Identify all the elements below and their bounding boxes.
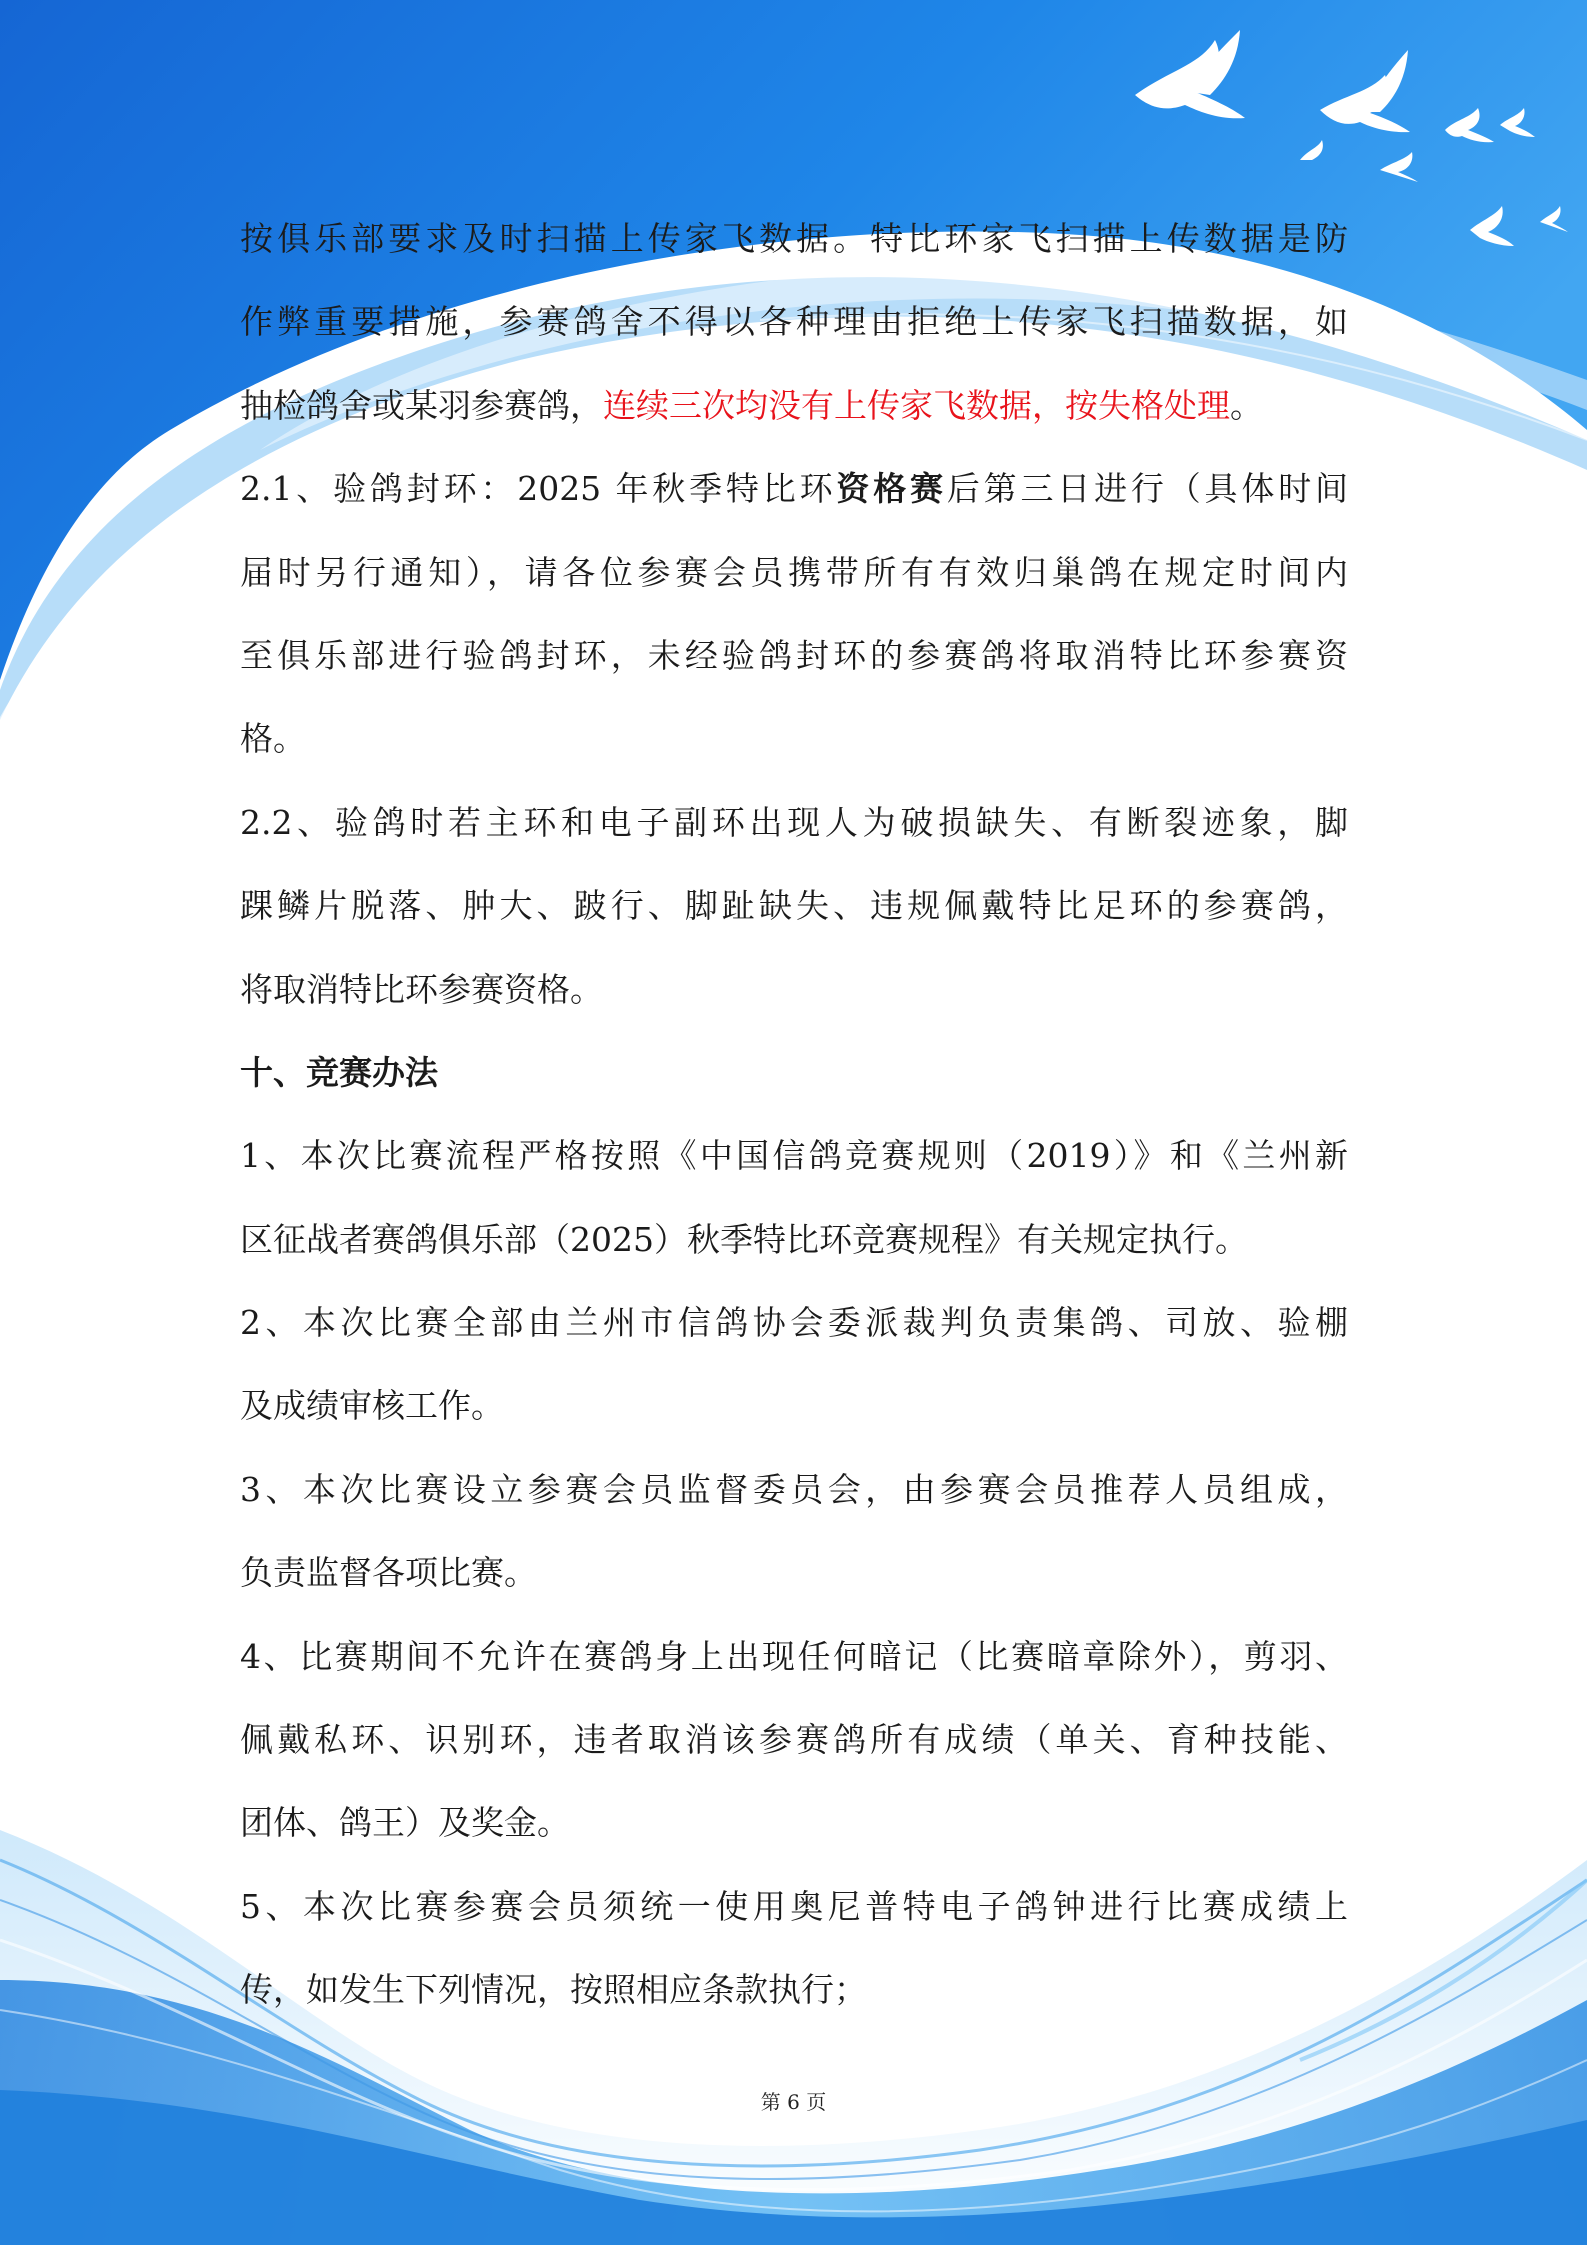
- paragraph-line: [240, 447, 1348, 530]
- bold-text: 资格赛: [836, 469, 947, 509]
- paragraph-line: 按俱乐部要求及时扫描上传家飞数据。特比环家飞扫描上传数据是防: [240, 219, 1348, 258]
- highlight-red-text: 连续三次均没有上传家飞数据，按失格处理: [603, 385, 1230, 425]
- paragraph-line: 踝鳞片脱落、肿大、跛行、脚趾缺失、违规佩戴特比足环的参赛鸽，: [240, 886, 1348, 926]
- paragraph-line: [240, 364, 1348, 447]
- text-run: 。: [1230, 385, 1263, 425]
- paragraph-line: 2、本次比赛全部由兰州市信鸽协会委派裁判负责集鸽、司放、验棚: [240, 1303, 1348, 1343]
- paragraph-line: 3、本次比赛设立参赛会员监督委员会，由参赛会员推荐人员组成，: [240, 1469, 1348, 1509]
- paragraph-line: 届时另行通知），请各位参赛会员携带所有有效归巢鸽在规定时间内: [240, 552, 1348, 592]
- paragraph-line: 区征战者赛鸽俱乐部（2025）秋季特比环竞赛规程》有关规定执行。: [240, 1219, 1248, 1259]
- paragraph-line: 5、本次比赛参赛会员须统一使用奥尼普特电子鸽钟进行比赛成绩上: [240, 1886, 1348, 1926]
- paragraph-line: 4、比赛期间不允许在赛鸽身上出现任何暗记（比赛暗章除外），剪羽、: [240, 1636, 1348, 1676]
- paragraph-line: 作弊重要措施，参赛鸽舍不得以各种理由拒绝上传家飞扫描数据，如: [240, 302, 1348, 342]
- page-number: 第 6 页: [760, 2090, 827, 2114]
- paragraph-line: 负责监督各项比赛。: [240, 1553, 537, 1593]
- text-run: 2.1、验鸽封环：2025 年秋季特比环: [240, 469, 837, 509]
- text-run: 后第三日进行（具体时间: [946, 469, 1349, 509]
- document-body: [240, 197, 1348, 2032]
- paragraph-line: 及成绩审核工作。: [240, 1386, 504, 1426]
- paragraph-line: 佩戴私环、识别环，违者取消该参赛鸽所有成绩（单关、育种技能、: [240, 1720, 1348, 1760]
- paragraph-line: 格。: [240, 719, 306, 759]
- paragraph-line: 传，如发生下列情况，按照相应条款执行；: [240, 1970, 867, 2010]
- section-heading: 十、竞赛办法: [240, 1052, 438, 1092]
- paragraph-line: 1、本次比赛流程严格按照《中国信鸽竞赛规则（2019）》和《兰州新: [240, 1136, 1348, 1176]
- text-run: 抽检鸽舍或某羽参赛鸽，: [240, 385, 603, 425]
- paragraph-line: 至俱乐部进行验鸽封环，未经验鸽封环的参赛鸽将取消特比环参赛资: [240, 635, 1348, 675]
- paragraph-line: 2.2、验鸽时若主环和电子副环出现人为破损缺失、有断裂迹象，脚: [240, 802, 1348, 842]
- paragraph-line: 将取消特比环参赛资格。: [240, 969, 603, 1009]
- paragraph-line: 团体、鸽王）及奖金。: [240, 1803, 570, 1843]
